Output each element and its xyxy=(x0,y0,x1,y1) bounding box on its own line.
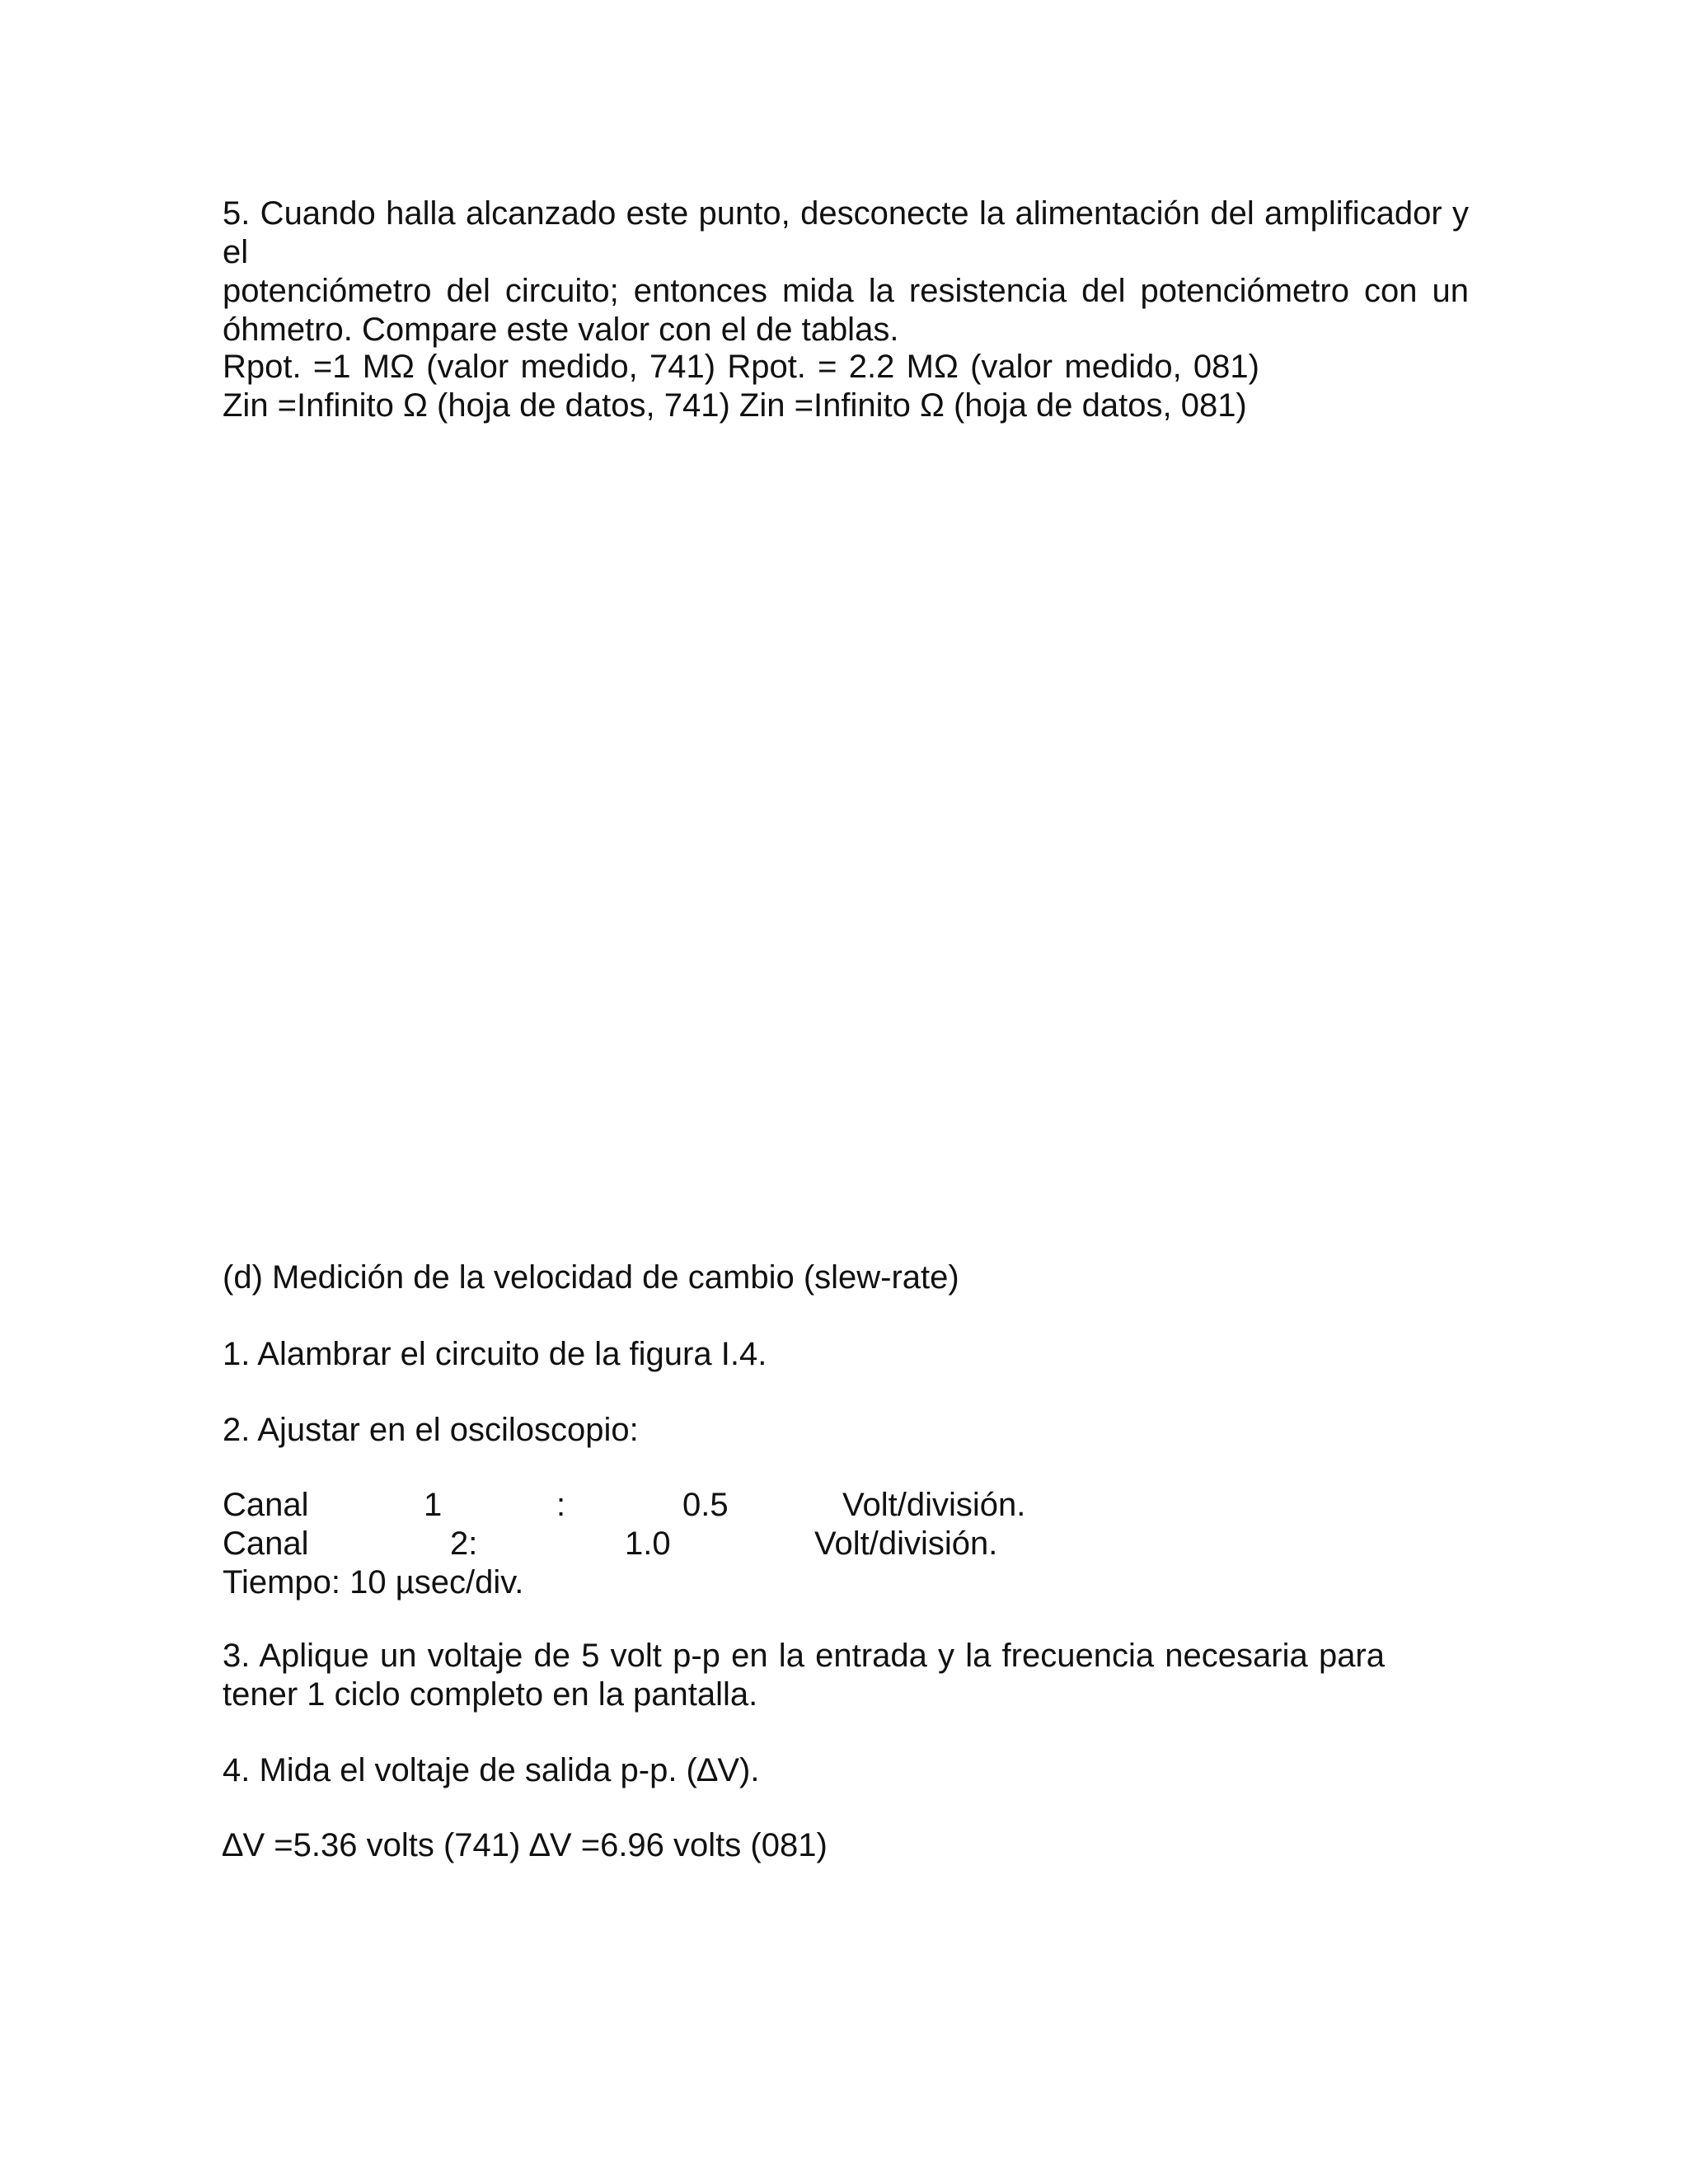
step-3-line-1: 3. Aplique un voltaje de 5 volt p-p en la entrada y la frecuencia necesaria para xyxy=(223,1638,1385,1674)
section-d-step-4 xyxy=(223,1751,1467,1790)
step5-paragraph xyxy=(223,194,1469,349)
section-d-heading-text: (d) Medición de la velocidad de cambio (slew-rate) xyxy=(223,1259,959,1296)
section-d-step-3 xyxy=(223,1637,1385,1714)
section-d-step-2 xyxy=(223,1411,1467,1450)
canal-1-colon: : xyxy=(556,1487,566,1523)
delta-v-result-text: ∆V =5.36 volts (741) ∆V =6.96 volts (081) xyxy=(223,1827,828,1863)
scope-canal-1-row xyxy=(223,1486,1467,1525)
canal-2-number: 2: xyxy=(450,1526,478,1562)
tiempo-setting: Tiempo: 10 µsec/div. xyxy=(223,1564,524,1601)
section-d-step-1 xyxy=(223,1335,1467,1374)
scope-settings xyxy=(223,1486,1467,1602)
canal-2-unit: Volt/división. xyxy=(814,1526,998,1562)
section-d-step-4-text: 4. Mida el voltaje de salida p-p. (∆V). xyxy=(223,1752,760,1788)
section-d-step-2-text: 2. Ajustar en el osciloscopio: xyxy=(223,1412,639,1448)
section-d-heading xyxy=(223,1258,1467,1297)
canal-1-unit: Volt/división. xyxy=(842,1487,1026,1523)
canal-1-label: Canal xyxy=(223,1487,309,1523)
step5-line-1: 5. Cuando halla alcanzado este punto, desconecte la alimentación del amplificador y el xyxy=(223,195,1469,270)
section-d-step-1-text: 1. Alambrar el circuito de la figura I.4. xyxy=(223,1336,767,1372)
rpot-results xyxy=(223,348,1259,425)
step5-line-2: potenciómetro del circuito; entonces mida la resistencia del potenciómetro con un xyxy=(223,273,1469,309)
delta-v-result xyxy=(223,1826,1467,1865)
canal-2-value: 1.0 xyxy=(625,1526,671,1562)
step5-line-3: óhmetro. Compare este valor con el de tablas. xyxy=(223,312,899,348)
rpot-result-line: Rpot. =1 MΩ (valor medido, 741) Rpot. = 2.2 MΩ (valor medido, 081) xyxy=(223,349,1259,385)
scope-tiempo-row xyxy=(223,1563,1467,1602)
canal-2-label: Canal xyxy=(223,1526,309,1562)
step-3-line-2: tener 1 ciclo completo en la pantalla. xyxy=(223,1676,758,1713)
zin-result-line: Zin =Infinito Ω (hoja de datos, 741) Zin =Infinito Ω (hoja de datos, 081) xyxy=(223,387,1247,424)
scope-canal-2-row xyxy=(223,1525,1467,1563)
canal-1-value: 0.5 xyxy=(682,1487,729,1523)
canal-1-number: 1 xyxy=(424,1487,443,1523)
